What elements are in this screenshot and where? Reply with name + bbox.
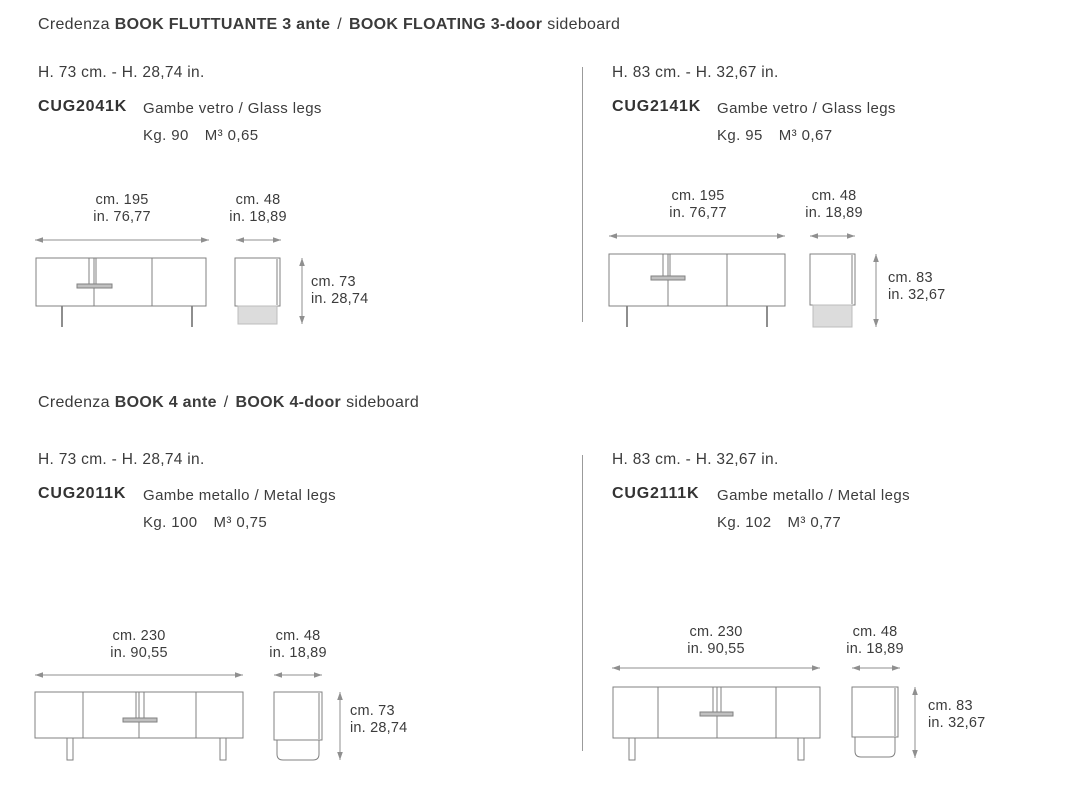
left-leg — [629, 738, 635, 760]
height-cm: cm. 83 — [928, 698, 973, 714]
width-dim-label — [62, 192, 182, 226]
width-dimension-line — [35, 672, 322, 678]
depth-in: in. 18,89 — [805, 205, 863, 221]
right-leg — [220, 738, 226, 760]
variant-height-spec: H. 83 cm. - H. 32,67 in. — [612, 64, 779, 81]
variant-height-spec: H. 73 cm. - H. 28,74 in. — [38, 451, 205, 468]
side-view — [852, 687, 898, 757]
side-view — [235, 258, 280, 324]
width-dimension-line — [35, 237, 281, 243]
width-in: in. 76,77 — [93, 209, 151, 225]
depth-dim-label — [213, 192, 303, 226]
depth-cm: cm. 48 — [852, 624, 898, 640]
width-in: in. 90,55 — [687, 641, 745, 657]
base-pedestal — [277, 740, 319, 760]
weight-volume-row — [717, 514, 841, 531]
height-dimension-line — [337, 692, 343, 760]
width-cm: cm. 195 — [95, 192, 149, 208]
legs-description: Gambe metallo / Metal legs — [143, 487, 336, 504]
volume-value: M³ 0,77 — [787, 514, 842, 531]
technical-drawing-4door-h73 — [30, 660, 370, 770]
height-in: in. 32,67 — [928, 715, 986, 731]
height-cm: cm. 73 — [311, 274, 356, 290]
depth-cm: cm. 48 — [811, 188, 857, 204]
left-leg — [67, 738, 73, 760]
section-title-3door — [38, 16, 625, 34]
legs-description: Gambe metallo / Metal legs — [717, 487, 910, 504]
volume-value: M³ 0,65 — [204, 127, 259, 144]
technical-drawing-3door-h73 — [30, 225, 360, 335]
front-view — [609, 254, 785, 327]
width-dim-label — [79, 628, 199, 662]
weight-value: Kg. 90 — [143, 127, 189, 144]
technical-drawing-3door-h83 — [600, 225, 940, 335]
height-dimension-line — [873, 254, 879, 327]
weight-value: Kg. 102 — [717, 514, 772, 531]
title-regular-start: Credenza — [38, 394, 110, 411]
depth-cm: cm. 48 — [235, 192, 281, 208]
front-view — [613, 687, 820, 760]
width-dim-label — [638, 188, 758, 222]
width-in: in. 90,55 — [110, 645, 168, 661]
section-title-4door — [38, 394, 424, 412]
depth-dim-label — [253, 628, 343, 662]
base-pedestal — [238, 306, 277, 324]
variant-height-spec: H. 73 cm. - H. 28,74 in. — [38, 64, 205, 81]
depth-dim-label — [830, 624, 920, 658]
support-foot-plate — [651, 276, 685, 280]
width-cm: cm. 195 — [671, 188, 725, 204]
base-pedestal — [813, 305, 852, 327]
technical-drawing-4door-h83 — [600, 655, 940, 767]
product-code: CUG2011K — [38, 485, 127, 502]
volume-value: M³ 0,67 — [778, 127, 833, 144]
title-italian-name: BOOK FLUTTUANTE 3 ante — [114, 16, 331, 33]
width-in: in. 76,77 — [669, 205, 727, 221]
height-cm: cm. 83 — [888, 270, 933, 286]
height-dimension-line — [299, 258, 305, 324]
title-regular-end: sideboard — [346, 394, 420, 411]
product-code: CUG2041K — [38, 98, 128, 115]
weight-volume-row — [717, 127, 832, 144]
weight-volume-row — [143, 127, 258, 144]
height-in: in. 28,74 — [350, 720, 408, 736]
support-foot-plate — [700, 712, 733, 716]
column-divider-bottom — [582, 455, 583, 751]
width-cm: cm. 230 — [112, 628, 166, 644]
title-regular-start: Credenza — [38, 16, 110, 33]
front-view — [35, 692, 243, 760]
width-dim-label — [656, 624, 776, 658]
height-in: in. 28,74 — [311, 291, 369, 307]
title-separator: / — [337, 16, 343, 33]
width-cm: cm. 230 — [689, 624, 743, 640]
depth-dim-label — [789, 188, 879, 222]
support-foot-plate — [123, 718, 157, 722]
height-dimension-line — [912, 687, 918, 758]
depth-in: in. 18,89 — [229, 209, 287, 225]
title-separator: / — [223, 394, 229, 411]
title-english-name: BOOK 4-door — [235, 394, 342, 411]
height-cm: cm. 73 — [350, 703, 395, 719]
weight-value: Kg. 95 — [717, 127, 763, 144]
depth-in: in. 18,89 — [846, 641, 904, 657]
side-view — [274, 692, 322, 760]
title-regular-end: sideboard — [547, 16, 621, 33]
title-english-name: BOOK FLOATING 3-door — [349, 16, 543, 33]
weight-volume-row — [143, 514, 267, 531]
depth-in: in. 18,89 — [269, 645, 327, 661]
side-view — [810, 254, 855, 327]
legs-description: Gambe vetro / Glass legs — [717, 100, 896, 117]
weight-value: Kg. 100 — [143, 514, 198, 531]
legs-description: Gambe vetro / Glass legs — [143, 100, 322, 117]
width-dimension-line — [612, 665, 900, 671]
height-in: in. 32,67 — [888, 287, 946, 303]
support-foot-plate — [77, 284, 112, 288]
title-italian-name: BOOK 4 ante — [114, 394, 217, 411]
depth-cm: cm. 48 — [275, 628, 321, 644]
width-dimension-line — [609, 233, 855, 239]
variant-height-spec: H. 83 cm. - H. 32,67 in. — [612, 451, 779, 468]
product-code: CUG2111K — [612, 485, 700, 502]
front-view — [36, 258, 206, 327]
volume-value: M³ 0,75 — [213, 514, 268, 531]
right-leg — [798, 738, 804, 760]
base-pedestal — [855, 737, 895, 757]
product-code: CUG2141K — [612, 98, 702, 115]
column-divider-top — [582, 67, 583, 322]
